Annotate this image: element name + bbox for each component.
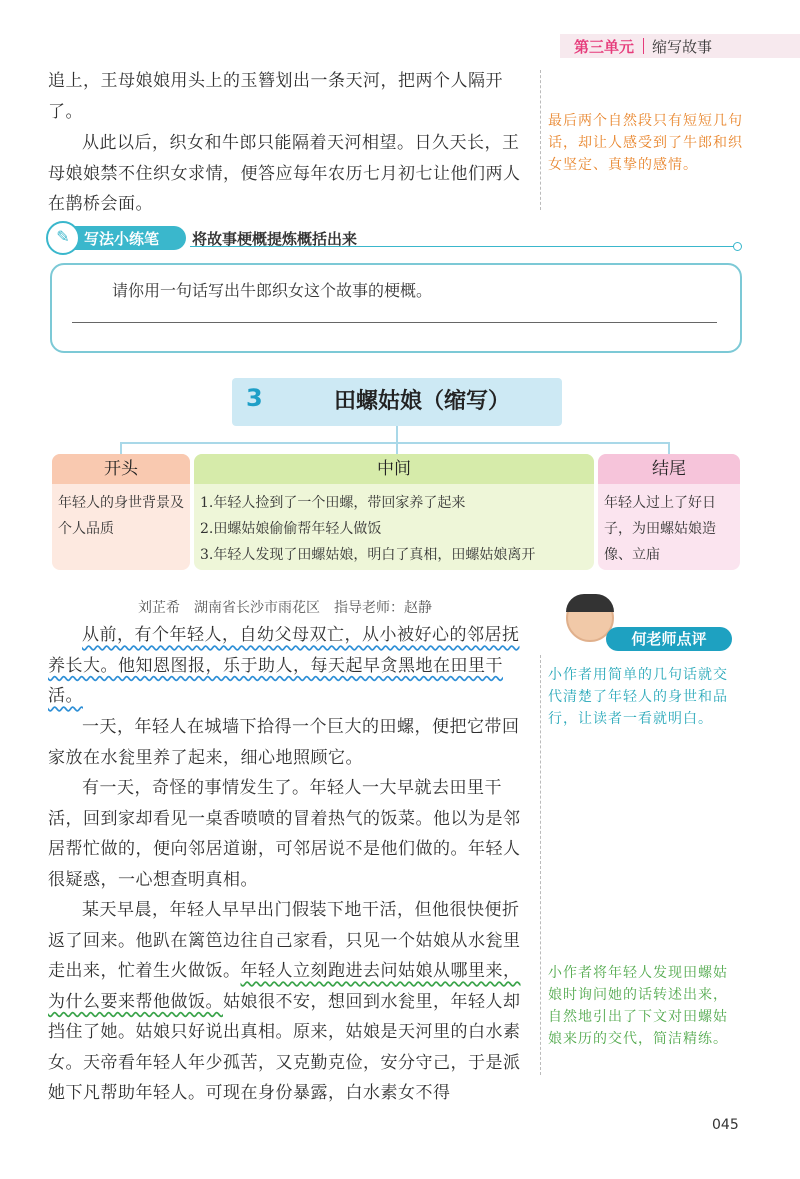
story2-para2: 一天，年轻人在城墙下拾得一个巨大的田螺，便把它带回家放在水瓮里养了起来，细心地照顾它。 — [48, 717, 520, 768]
story1-para1: 追上，王母娘娘用头上的玉簪划出一条天河，把两个人隔开了。 — [48, 71, 503, 122]
para4-part3: 姑娘很不安，想回到水瓮里，年轻人却挡住了她。姑娘只好说出真相。原来，姑娘是天河里的白水素女。天帝看年轻人年少孤苦，又克勤克俭，安分守己，于是派她下凡帮助年轻人。可现在身份暴露，白水素女不得 — [48, 991, 521, 1103]
column-end — [598, 454, 740, 570]
answer-line[interactable] — [72, 322, 717, 323]
teacher-note-2: 小作者将年轻人发现田螺姑娘时询问她的话转述出来，自然地引出了下文对田螺姑娘来历的交代，简洁精练。 — [548, 965, 728, 1047]
pen-icon: ✎ — [46, 221, 80, 255]
column-start — [52, 454, 190, 570]
teacher-note-1: 小作者用简单的几句话就交代清楚了年轻人的身世和品行，让读者一看就明白。 — [548, 667, 728, 727]
column-end-text: 年轻人过上了好日子，为田螺姑娘造像、立庙 — [604, 495, 716, 563]
column-middle-item: 3.年轻人发现了田螺姑娘，明白了真相，田螺姑娘离开 — [200, 547, 536, 563]
story2-para4 — [48, 895, 533, 1109]
tree-line — [120, 442, 670, 444]
column-middle-item: 1.年轻人捡到了一个田螺，带回家养了起来 — [200, 495, 466, 511]
para4-part1: 某天早晨，年轻人早早出门假装下地干活，但他很快便折返了回来。他趴在篱笆边往自己家看，只见一个姑娘从水瓮里走出来，忙着生火做饭。 — [48, 900, 521, 981]
page-number: 045 — [712, 1117, 739, 1133]
story-number: 3 — [246, 384, 263, 412]
teacher-comment-tag: 何老师点评 — [606, 627, 732, 651]
practice-rule-dot — [733, 242, 742, 251]
practice-question: 请你用一句话写出牛郎织女这个故事的梗概。 — [112, 281, 433, 300]
column-start-text: 年轻人的身世背景及个人品质 — [58, 495, 184, 537]
story1-para2: 从此以后，织女和牛郎只能隔着天河相望。日久天长，王母娘娘禁不住织女求情，便答应每年农历七月初七让他们两人在鹊桥会面。 — [48, 133, 521, 214]
margin-divider — [540, 70, 541, 210]
teacher-hair — [566, 594, 614, 612]
story2-para1 — [48, 620, 533, 712]
margin-divider — [540, 655, 541, 1075]
underlined-text: 年轻人立刻跑进去问姑娘从哪里来，为什么要来帮他做饭。 — [48, 961, 521, 1012]
story-title: 田螺姑娘（缩写） — [334, 388, 511, 414]
unit-label: 第三单元 — [574, 38, 635, 56]
margin-note: 最后两个自然段只有短短几句话，却让人感受到了牛郎和织女坚定、真挚的感情。 — [548, 113, 743, 173]
column-end-heading: 结尾 — [598, 454, 740, 484]
column-middle-item: 2.田螺姑娘偷偷帮年轻人做饭 — [200, 521, 382, 537]
underlined-text: 从前，有个年轻人，自幼父母双亡，从小被好心的邻居抚养长大。他知恩图报，乐于助人，每天起早贪黑地在田里干活。 — [48, 625, 520, 706]
column-start-heading: 开头 — [52, 454, 190, 484]
author-line: 刘芷希 湖南省长沙市雨花区 指导老师：赵静 — [138, 600, 432, 616]
unit-title: 缩写故事 — [652, 38, 713, 56]
story2-para3: 有一天，奇怪的事情发生了。年轻人一大早就去田里干活，回到家却看见一桌香喷喷的冒着热气的饭菜。他以为是邻居帮忙做的，便向邻居道谢，可邻居说不是他们做的。年轻人很疑惑，一心想查明真相。 — [48, 778, 521, 890]
header-divider — [643, 38, 644, 54]
column-middle-heading: 中间 — [194, 454, 594, 484]
practice-label: 写法小练笔 — [84, 230, 160, 248]
practice-subtitle: 将故事梗概提炼概括出来 — [192, 230, 358, 248]
column-middle — [194, 454, 594, 570]
practice-box — [50, 263, 742, 353]
